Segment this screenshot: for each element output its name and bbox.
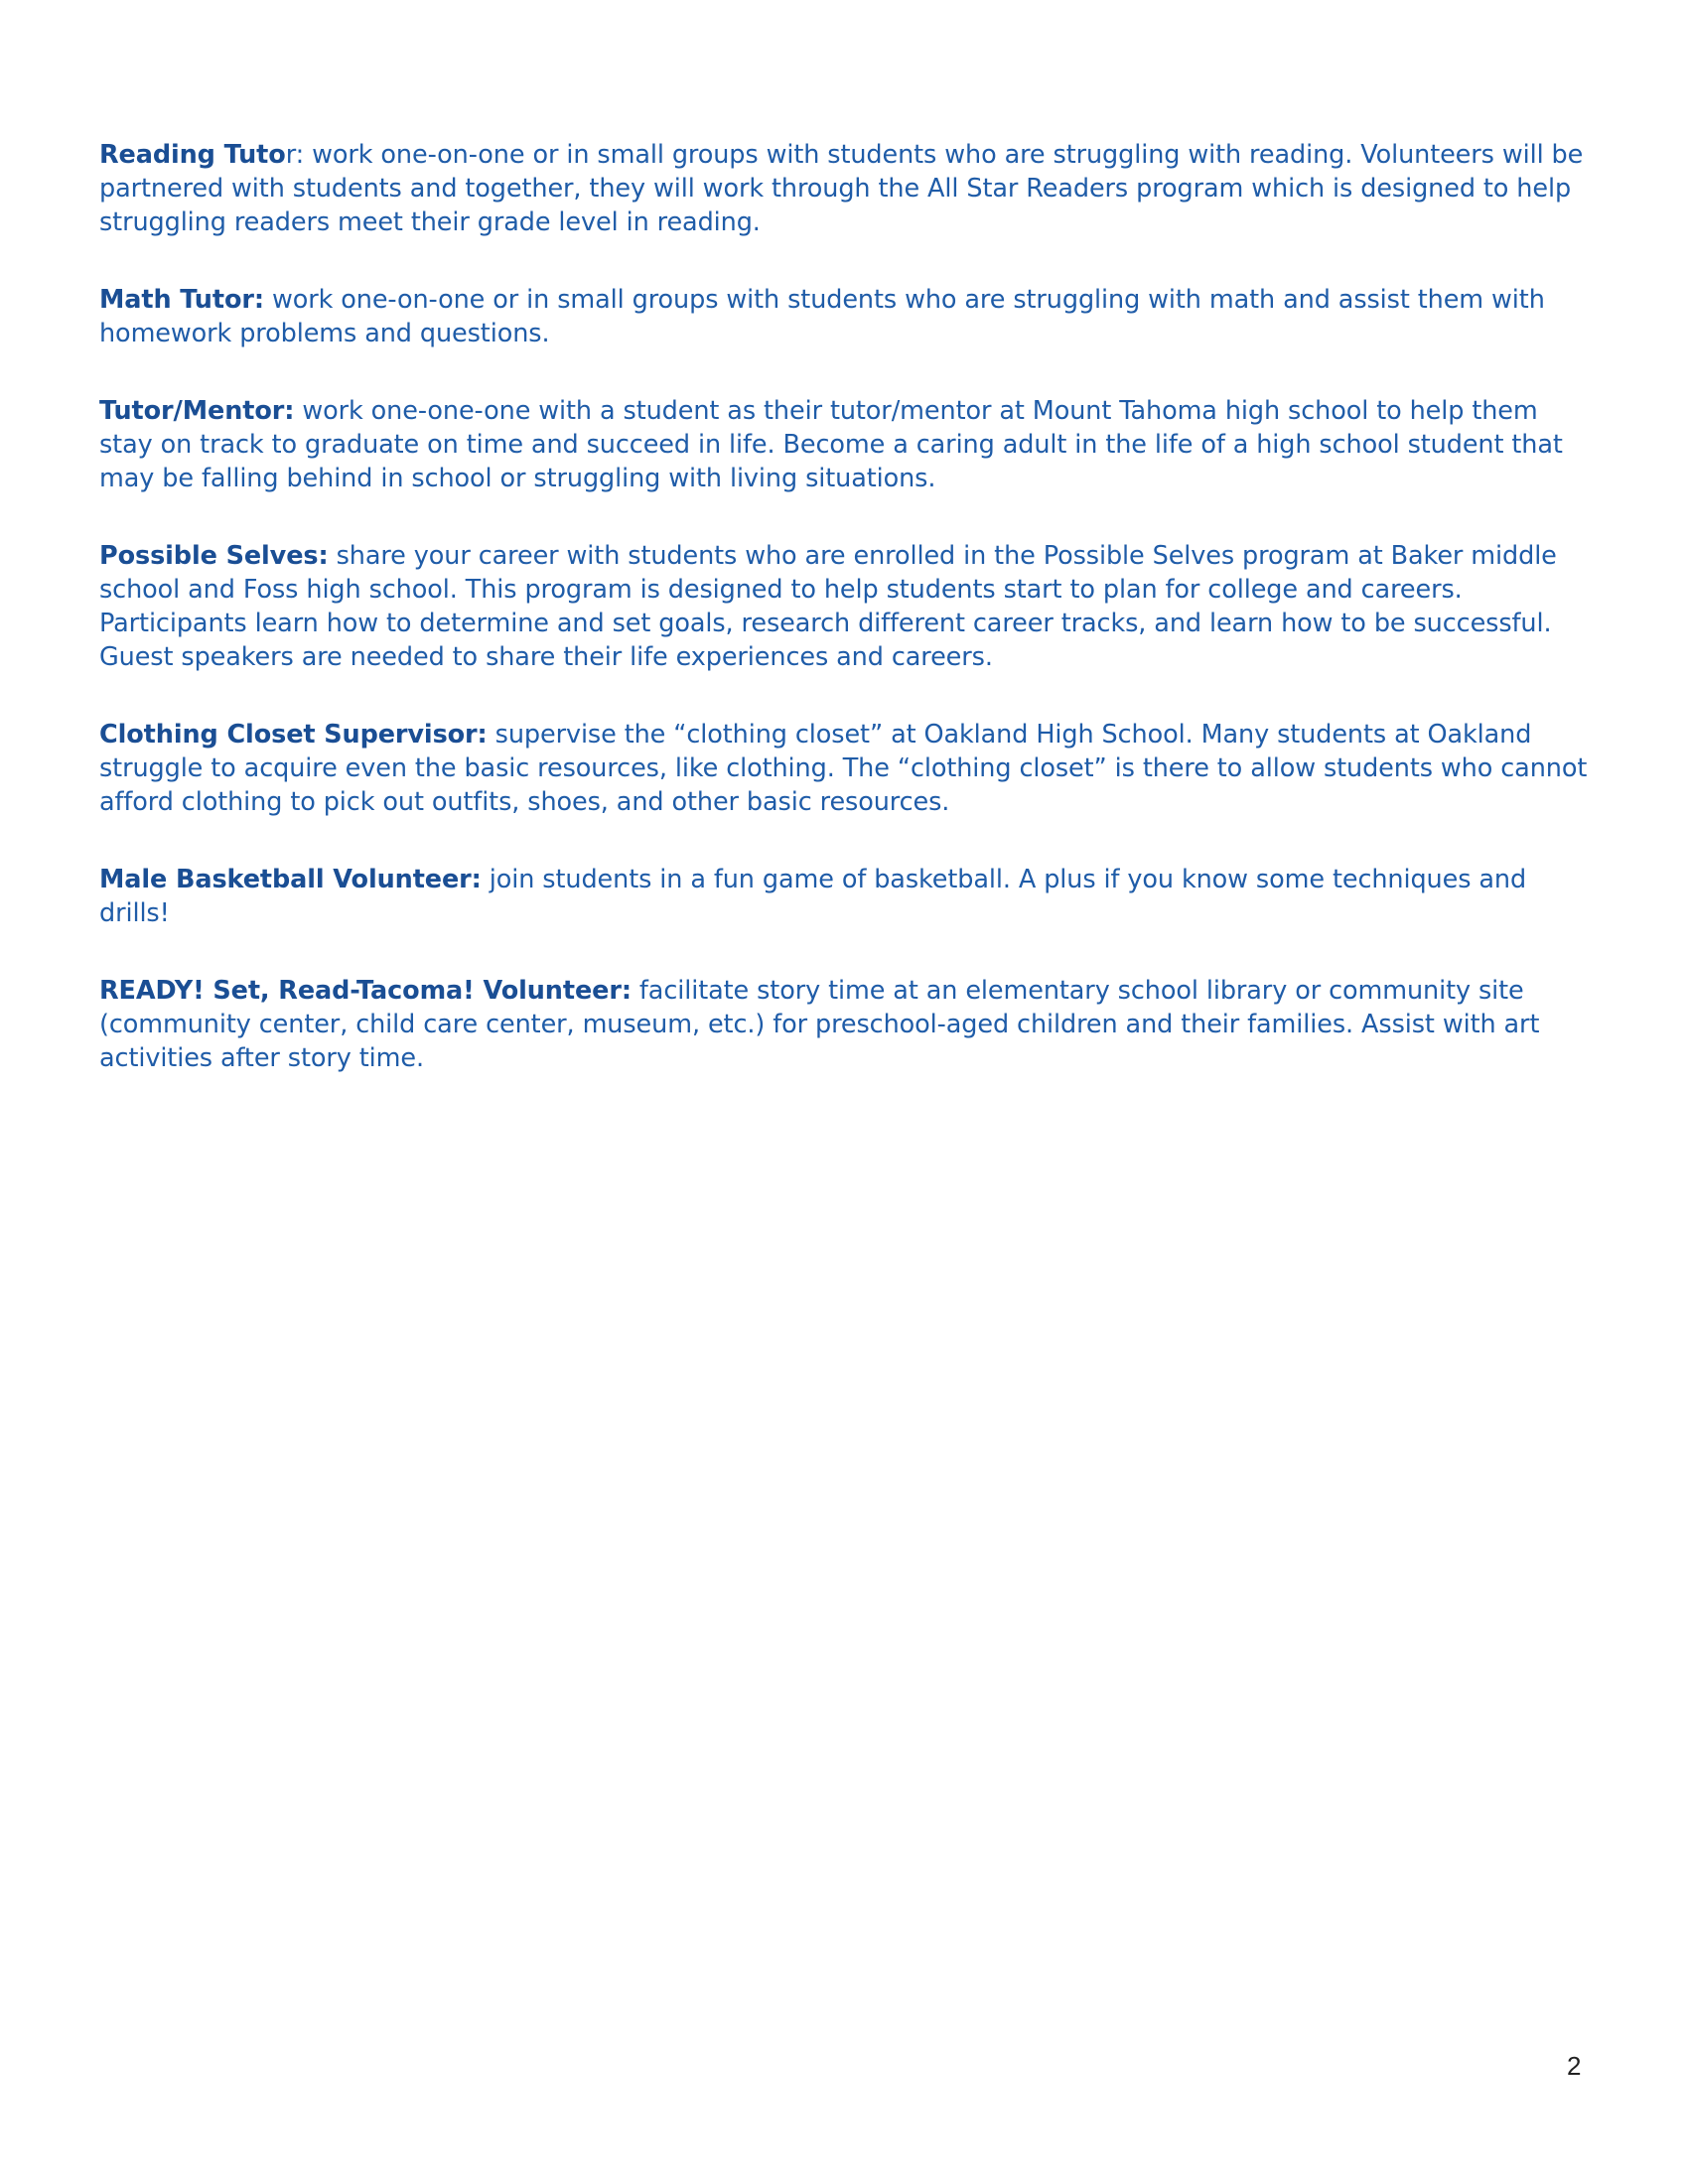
entry-title: Math Tutor: — [99, 285, 264, 315]
entry-description: work one-one-one with a student as their tutor/mentor at Mount Tahoma high school to help them stay on track to graduate on time and succeed in life. Become a caring adult in the life of a high school student that may be falling behind in school or struggling with living situations. — [99, 396, 1563, 493]
entry-ready-set-read-tacoma-volunteer — [99, 974, 1589, 1075]
entry-description: r: work one-on-one or in small groups with students who are struggling with reading. Volunteers will be partnered with students and together, they will work through the All Star Readers program which is designed to help struggling readers meet their grade level in reading. — [99, 140, 1584, 237]
entry-description: work one-on-one or in small groups with students who are struggling with math and assist them with homework problems and questions. — [99, 285, 1545, 348]
entry-description: share your career with students who are enrolled in the Possible Selves program at Baker middle school and Foss high school. This program is designed to help students start to plan for college and careers. Participants learn how to determine and set goals, research different career tracks, and learn how to be successful. Guest speakers are needed to share their life experiences and careers. — [99, 541, 1557, 672]
entry-math-tutor — [99, 283, 1589, 350]
entry-male-basketball-volunteer — [99, 863, 1589, 930]
entry-title: Possible Selves: — [99, 541, 329, 571]
entry-possible-selves — [99, 539, 1589, 674]
entry-reading-tutor — [99, 138, 1589, 239]
page-number: 2 — [1567, 2051, 1582, 2081]
entry-description: join students in a fun game of basketball. A plus if you know some techniques and drills! — [99, 865, 1527, 928]
entry-tutor-mentor — [99, 394, 1589, 495]
entry-title: Male Basketball Volunteer: — [99, 865, 482, 894]
entry-title: Reading Tuto — [99, 140, 286, 170]
entry-clothing-closet-supervisor — [99, 718, 1589, 819]
entry-description: supervise the “clothing closet” at Oakland High School. Many students at Oakland struggle to acquire even the basic resources, like clothing. The “clothing closet” is there to allow students who cannot afford clothing to pick out outfits, shoes, and other basic resources. — [99, 720, 1588, 817]
entry-title: Clothing Closet Supervisor: — [99, 720, 488, 750]
entry-title: READY! Set, Read-Tacoma! Volunteer: — [99, 976, 632, 1006]
entry-description: facilitate story time at an elementary school library or community site (community center, child care center, museum, etc.) for preschool-aged children and their families. Assist with art activities after story time. — [99, 976, 1540, 1073]
document-page — [99, 138, 1589, 1119]
entry-title: Tutor/Mentor: — [99, 396, 295, 426]
